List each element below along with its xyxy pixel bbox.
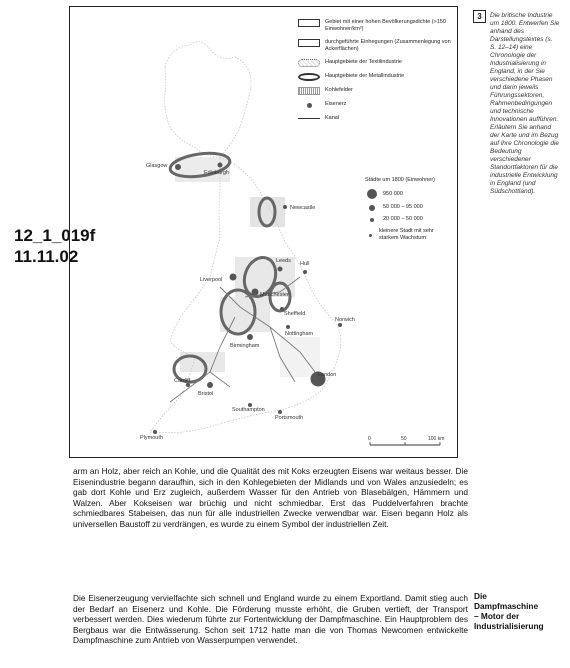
page-id-line1: 12_1_019f xyxy=(14,226,96,245)
size-legend-row xyxy=(365,189,453,199)
city-label-edinburgh: Edinburgh xyxy=(204,170,230,176)
city-size-legend xyxy=(365,177,453,242)
city-label-bristol: Bristol xyxy=(198,391,214,397)
city-label-london: London xyxy=(318,372,337,378)
city-label-leeds: Leeds xyxy=(276,258,291,264)
legend-symbol-stipple xyxy=(298,87,320,95)
legend-symbol-dot xyxy=(298,101,320,109)
figure-number: 3 xyxy=(473,10,486,23)
city-label-southampton: Southampton xyxy=(232,407,265,413)
size-dot-large xyxy=(367,189,377,199)
size-legend-label: 50 000 – 95 000 xyxy=(383,204,423,210)
scale-label-0: 0 xyxy=(368,436,371,442)
city-label-newcastle: Newcastle xyxy=(290,205,316,211)
legend-label: Kohlefelder xyxy=(325,87,353,93)
city-label-nottingham: Nottingham xyxy=(285,331,314,337)
scale-bar xyxy=(368,436,444,445)
map-legend xyxy=(298,19,453,128)
city-label-liverpool: Liverpool xyxy=(200,277,223,283)
legend-item-enclosures xyxy=(298,39,453,53)
city-label-glasgow: Glasgow xyxy=(146,163,168,169)
scale-label-100: 100 km xyxy=(428,436,445,442)
legend-symbol-line xyxy=(298,118,320,119)
city-label-sheffield: Sheffield xyxy=(284,311,306,317)
scale-label-50: 50 xyxy=(401,436,407,442)
city-label-plymouth: Plymouth xyxy=(140,435,163,441)
size-legend-label: kleinere Stadt mit sehr starkem Wachstum xyxy=(379,228,434,241)
size-legend-label: 20 000 – 50 000 xyxy=(383,216,423,222)
legend-label: durchgeführte Einhegungen (Zusammenlegung von Ackerflächen) xyxy=(325,39,451,52)
size-legend-label: 950 000 xyxy=(383,190,403,197)
figure-caption: Die britische Industrie um 1800. Entwerfen Sie anhand des Darstellungstextes (s. S. 12–14) eine Chronologie der Industrialisierung in England, in der Sie verschiedene Phasen und darin jeweils Führungssektoren, Rahmenbedingungen und technische Innovationen aufführen. Erläutern Sie anhand der Karte und im Bezug auf ihre Chronologie die Bedeutung verschiedener Standortfaktoren für die industrielle Entwicklung in England (und Südschottland). xyxy=(490,12,560,195)
legend-label: Eisenerz xyxy=(325,101,347,107)
legend-item-population xyxy=(298,19,453,33)
city-label-norwich: Norwich xyxy=(335,317,355,323)
legend-label: Hauptgebiete der Metallindustrie xyxy=(325,73,405,79)
legend-symbol-box xyxy=(298,19,320,27)
city-label-birmingham: Birmingham xyxy=(230,343,260,349)
legend-item-iron-ore xyxy=(298,101,453,109)
legend-symbol-dots xyxy=(298,59,320,67)
britain-industry-map xyxy=(69,6,458,458)
legend-label: Hauptgebiete der Textilindustrie xyxy=(325,59,402,65)
size-legend-row xyxy=(365,228,453,242)
legend-symbol-box xyxy=(298,39,320,47)
city-label-portsmouth: Portsmouth xyxy=(275,415,304,421)
legend-symbol-ellipse xyxy=(298,73,320,81)
city-label-hull: Hull xyxy=(300,261,310,267)
city-label-manchester: Manchester xyxy=(260,292,289,298)
coastline-scotland xyxy=(165,42,251,157)
size-dot-medium xyxy=(369,205,375,211)
margin-heading: Die Dampfmaschine – Motor der Industrialisierung xyxy=(474,591,544,631)
legend-item-coal xyxy=(298,87,453,95)
size-legend-row xyxy=(365,204,453,211)
page-id-line2: 11.11.02 xyxy=(14,247,79,266)
legend-item-textile xyxy=(298,59,453,67)
size-dot-small xyxy=(370,218,374,222)
legend-item-metal xyxy=(298,73,453,81)
legend-label: Kanal xyxy=(325,115,340,121)
size-legend-title: Städte um 1800 (Einwohner) xyxy=(365,177,436,183)
size-dot-tiny xyxy=(369,234,372,237)
legend-item-canal xyxy=(298,115,453,122)
legend-label: Gebiet mit einer hohen Bevölkerungsdichte (>150 Einwohner/km²) xyxy=(325,19,446,32)
paragraph-steam-engine: Die Eisenerzeugung vervielfachte sich schnell und England wurde zu einem Exportland. Damit stieg auch der Bedarf an Eisenerz und Kohle. Die Förderung musste erhöht, die Gruben vertieft, der Transport verbessert werden. Dies wiederum führte zur Fortentwicklung der Dampfmaschine. Ein Hauptproblem des Bergbaus war die Entwässerung. Schon seit 1712 hatte man die von Thomas Newcomen entwickelte Dampfmaschine zum Antrieb von Wasserpumpen verwendet. xyxy=(73,593,468,646)
paragraph-iron-industry: arm an Holz, aber reich an Kohle, und die Qualität des mit Koks erzeugten Eisens war weitaus besser. Die Eisenindustrie begann daraufhin, sich in den Kohlegebieten der Midlands und von Wales anzusiedeln; es gab dort Kohle und Erz zugleich, außerdem Wasser für den Antrieb von Blasebälgen, Hämmern und Walzen. Aber Kokseisen war brüchig und nicht schmiedbar. Erst das Puddelverfahren brachte schmiedbares Stabeisen, das nun für alle industriellen Zwecke verwendbar war. Eisen begann Holz als universellen Baustoff zu verdrängen, es wurde zu einem Symbol der industriellen Zeit. xyxy=(73,466,468,529)
size-legend-row xyxy=(365,216,453,223)
city-label-cardiff: Cardiff xyxy=(174,378,191,384)
